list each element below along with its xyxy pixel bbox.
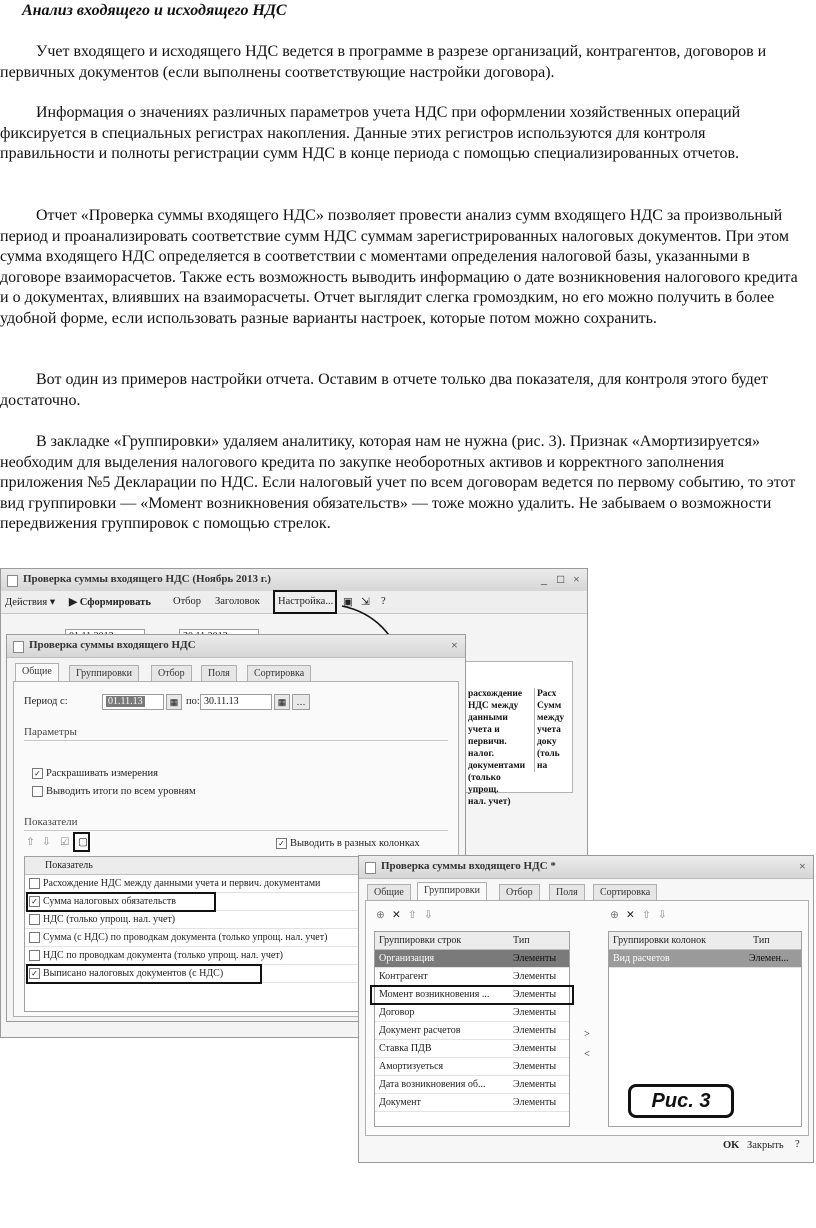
close-icon[interactable]: × [451, 638, 458, 652]
report-column-2: Расх Сумм между учета доку (толь на [534, 688, 577, 772]
delete-icon[interactable]: ✕ [392, 910, 401, 921]
tab-general[interactable]: Общие [15, 663, 59, 681]
grouping-row[interactable]: Момент возникновения ... Элементы [375, 986, 569, 1004]
report-titlebar [1, 569, 587, 592]
tab-fields[interactable]: Поля [549, 884, 585, 900]
grouping-row[interactable]: Документ Элементы [375, 1094, 569, 1112]
header-button[interactable]: Заголовок [215, 596, 260, 607]
grid-header: Группировки строк Тип [375, 932, 569, 950]
move-up-icon[interactable]: ⇧ [408, 910, 417, 921]
divider [24, 830, 448, 831]
grouping-row[interactable]: Документ расчетов Элементы [375, 1022, 569, 1040]
move-down-icon[interactable]: ⇩ [424, 910, 433, 921]
close-icon[interactable]: × [573, 572, 580, 586]
report-column-1: расхождение НДС между данными учета и первичн. налог. документами (только упрощ. нал. учет) [468, 689, 526, 807]
tab-general[interactable]: Общие [367, 884, 411, 900]
actions-menu[interactable]: Действия ▾ [5, 597, 56, 608]
groupings-window [358, 855, 814, 1163]
ok-button[interactable]: OK [723, 1140, 740, 1151]
period-to-label: по: [186, 696, 200, 707]
move-right-icon[interactable]: > [584, 1029, 590, 1040]
move-left-icon[interactable]: < [584, 1049, 590, 1060]
grid-header: Группировки колонок Тип [609, 932, 801, 950]
add-icon[interactable]: ⊕ [376, 910, 385, 921]
period-to-field[interactable]: 30.11.13 [200, 694, 272, 710]
paragraph-4: Вот один из примеров настройки отчета. Оставим в отчете только два показателя, для контроля этого будет достаточно. [0, 371, 768, 409]
highlight-obligation-moment [370, 985, 574, 1005]
move-down-icon[interactable]: ⇩ [658, 910, 667, 921]
tab-sort[interactable]: Сортировка [593, 884, 657, 900]
tab-fields[interactable]: Поля [201, 665, 237, 681]
help-icon[interactable]: ? [795, 1139, 800, 1150]
highlight-tax-liabilities [26, 892, 216, 912]
close-icon[interactable]: × [799, 859, 806, 873]
colorize-checkbox[interactable]: ✓ Раскрашивать измерения [32, 768, 158, 779]
load-icon[interactable]: ⇲ [361, 597, 370, 608]
divider [24, 740, 448, 741]
groupings-title: Проверка суммы входящего НДС * [381, 860, 556, 872]
filter-button[interactable]: Отбор [173, 596, 202, 607]
indicators-header: Показатели [24, 816, 78, 828]
uncheck-all-icon[interactable]: ▢ [78, 837, 88, 848]
tab-filter[interactable]: Отбор [499, 884, 540, 900]
params-header: Параметры [24, 726, 77, 738]
highlight-tax-documents [26, 964, 262, 984]
totals-checkbox[interactable]: Выводить итоги по всем уровням [32, 786, 196, 797]
settings-titlebar [7, 635, 465, 658]
groupings-titlebar [359, 856, 813, 879]
grouping-row[interactable]: Амортизуеться Элементы [375, 1058, 569, 1076]
minimize-icon[interactable]: _ [541, 572, 547, 586]
tab-sort[interactable]: Сортировка [247, 665, 311, 681]
row-groupings-grid [374, 931, 570, 1127]
groupings-tab-body [365, 900, 809, 1136]
paragraph-3: Отчет «Проверка суммы входящего НДС» позволяет провести анализ сумм входящего НДС за произвольный период и проанализировать соответствие сумм НДС суммам зарегистрированных налоговых документов. При этом сумма входящего НДС определяется в соответствии с моментами определения налоговой базы, указанными в договоре взаиморасчетов. Также есть возможность выводить информацию о дате возникновения налогового кредита и о документах, влиявших на взаиморасчеты. Отчет выглядит слегка громоздким, но его можно получить в более удобной форме, если использовать разные варианты настроек, которые потом можно сохранить. [0, 207, 798, 327]
indicator-row[interactable]: НДС (только упрощ. нал. учет) [25, 911, 459, 929]
move-up-icon[interactable]: ⇧ [26, 837, 35, 848]
grid-header: Показатель [25, 857, 459, 875]
delete-icon[interactable]: ✕ [626, 910, 635, 921]
indicator-row[interactable]: Расхождение НДС между данными учета и первич. документами [25, 875, 459, 893]
indicator-row[interactable]: Сумма (с НДС) по проводкам документа (только упрощ. нал. учет) [25, 929, 459, 947]
move-down-icon[interactable]: ⇩ [42, 837, 51, 848]
maximize-icon[interactable]: □ [557, 572, 565, 586]
grouping-row[interactable]: Дата возникновения об... Элементы [375, 1076, 569, 1094]
save-icon[interactable]: ▣ [343, 597, 353, 608]
grouping-row[interactable]: Ставка ПДВ Элементы [375, 1040, 569, 1058]
window-icon [13, 641, 24, 653]
grouping-row[interactable]: Договор Элементы [375, 1004, 569, 1022]
grouping-row[interactable]: Организация Элементы [375, 950, 569, 968]
window-icon [7, 575, 18, 587]
report-table [465, 661, 573, 807]
settings-button[interactable]: Настройка... [278, 596, 334, 607]
check-all-icon[interactable]: ☑ [60, 837, 70, 848]
tab-groupings[interactable]: Группировки [417, 882, 487, 900]
indicator-row[interactable]: ✓ Сумма налоговых обязательств [25, 893, 459, 911]
more-button[interactable]: … [292, 694, 310, 710]
document-title: Анализ входящего и исходящего НДС [22, 2, 287, 19]
report-title: Проверка суммы входящего НДС (Ноябрь 2013 г.) [23, 573, 271, 585]
generate-button[interactable]: ▶ Сформировать [69, 597, 151, 608]
help-icon[interactable]: ? [381, 596, 386, 607]
period-label: Период с: [24, 696, 68, 707]
move-up-icon[interactable]: ⇧ [642, 910, 651, 921]
column-grouping-row[interactable]: Вид расчетов Элемен... [609, 950, 801, 968]
paragraph-2: Информация о значениях различных параметров учета НДС при оформлении хозяйственных операций фиксируется в специальных регистрах накопления. Данные этих регистров используются для контроля правильности и полноты регистрации сумм НДС в конце периода с помощью специализированных отчетов. [0, 104, 741, 162]
settings-title: Проверка суммы входящего НДС [29, 639, 196, 651]
window-icon [365, 862, 376, 874]
tab-filter[interactable]: Отбор [151, 665, 192, 681]
uncheck-highlight [73, 832, 90, 852]
calendar-icon[interactable]: ▦ [166, 694, 182, 710]
add-icon[interactable]: ⊕ [610, 910, 619, 921]
period-from-field[interactable]: 01.11.13 [102, 694, 164, 710]
grouping-row[interactable]: Контрагент Элементы [375, 968, 569, 986]
paragraph-1: Учет входящего и исходящего НДС ведется в программе в разрезе организаций, контрагентов, договоров и первичных документов (если выполнены соответствующие настройки договора). [0, 43, 767, 81]
paragraph-5: В закладке «Группировки» удаляем аналитику, которая нам не нужна (рис. 3). Признак «Амортизируется» необходим для выделения налогового кредита по закупке необоротных активов и корректного заполнения приложения №5 Декларации по НДС. Если налоговый учет по всем договорам ведется по первому событию, то этот вид группировки — «Момент возникновения обязательств» — тоже можно удалить. Не забываем о возможности передвижения группировок с помощью стрелок. [0, 433, 796, 532]
calendar-icon[interactable]: ▦ [274, 694, 290, 710]
indicator-row[interactable]: ✓ Выписано налоговых документов (с НДС) [25, 965, 459, 983]
indicator-row[interactable]: НДС по проводкам документа (только упрощ. нал. учет) [25, 947, 459, 965]
figure-caption: Рис. 3 [628, 1084, 734, 1118]
close-button[interactable]: Закрыть [747, 1140, 784, 1151]
tab-groupings[interactable]: Группировки [69, 665, 139, 681]
separate-columns-checkbox[interactable]: ✓ Выводить в разных колонках [276, 838, 420, 849]
